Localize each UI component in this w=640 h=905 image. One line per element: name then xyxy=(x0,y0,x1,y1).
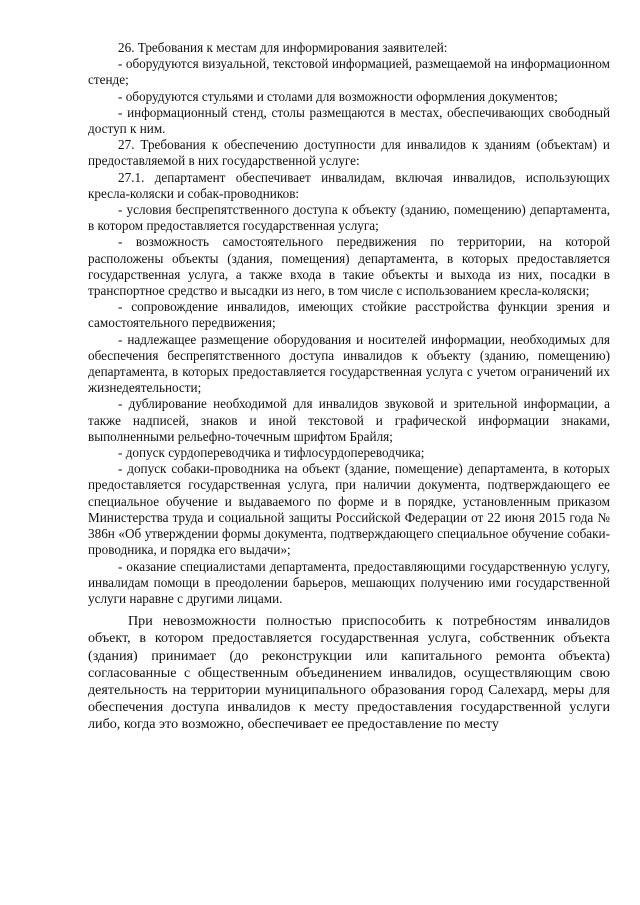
paragraph-26-item-3: - информационный стенд, столы размещаются в местах, обеспечивающих свободный доступ к ним. xyxy=(88,104,610,137)
paragraph-27-1-item-8: - оказание специалистами департамента, предоставляющими государственную услугу, инвалидам помощи в преодолении барьеров, мешающих получению ими государственной услуги наравне с другими лицами. xyxy=(88,558,610,606)
closing-paragraph: При невозможности полностью приспособить к потребностям инвалидов объект, в котором предоставляется государственная услуга, собственник объекта (здания) принимает (до реконструкции или капитального ремонта объекта) согласованные с общественным объединением инвалидов, осуществляющим свою деятельность на территории муниципального образования город Салехард, меры для обеспечения доступа инвалидов к месту предоставления государственной услуги либо, когда это возможно, обеспечивает ее предоставление по месту xyxy=(88,613,610,733)
paragraph-27-1-item-7: - допуск собаки-проводника на объект (здание, помещение) департамента, в которых предоставляется государственная услуга, при наличии документа, подтверждающего ее специальное обучение и выдаваемого по форме и в порядке, установленным приказом Министерства труда и социальной защиты Российской Федерации от 22 июня 2015 года № 386н «Об утверждении формы документа, подтверждающего специальное обучение собаки-проводника, и порядка его выдачи»; xyxy=(88,461,610,558)
paragraph-26-item-2: - оборудуются стульями и столами для возможности оформления документов; xyxy=(118,88,558,104)
paragraph-27-heading: 27. Требования к обеспечению доступности для инвалидов к зданиям (объектам) и предоставляемой в них государственной услуге: xyxy=(88,137,610,169)
document-text xyxy=(88,40,610,734)
paragraph-27-1-item-1: - условия беспрепятственного доступа к объекту (зданию, помещению) департамента, в котором предоставляется государственная услуга; xyxy=(88,202,610,234)
paragraph-26-item-1: - оборудуются визуальной, текстовой информацией, размещаемой на информационном стенде; xyxy=(88,56,610,88)
paragraph-27-1-item-2: - возможность самостоятельного передвижения по территории, на которой расположены объекты (здания, помещения) департамента, в которых предоставляется государственная услуга, а также входа в такие объекты и выхода из них, посадки в транспортное средство и высадки из него, в том числе с использованием кресла-коляски; xyxy=(88,234,610,299)
paragraph-27-1: 27.1. департамент обеспечивает инвалидам, включая инвалидов, использующих кресла-коляски и собак-проводников: xyxy=(88,169,610,201)
paragraph-27-1-item-3: - сопровождение инвалидов, имеющих стойкие расстройства функции зрения и самостоятельного передвижения; xyxy=(88,299,610,331)
paragraph-27-1-item-5: - дублирование необходимой для инвалидов звуковой и зрительной информации, а также надписей, знаков и иной текстовой и графической информации знаками, выполненными рельефно-точечным шрифтом Брайля; xyxy=(88,396,610,444)
paragraph-26-heading: 26. Требования к местам для информирования заявителей: xyxy=(118,40,448,55)
paragraph-27-1-item-4: - надлежащее размещение оборудования и носителей информации, необходимых для обеспечения беспрепятственного доступа инвалидов к объекту (зданию, помещению) департамента, в которых предоставляется государственная услуга с учетом ограничений их жизнедеятельности; xyxy=(88,331,610,396)
paragraph-27-1-item-6: - допуск сурдопереводчика и тифлосурдопереводчика; xyxy=(118,445,425,461)
